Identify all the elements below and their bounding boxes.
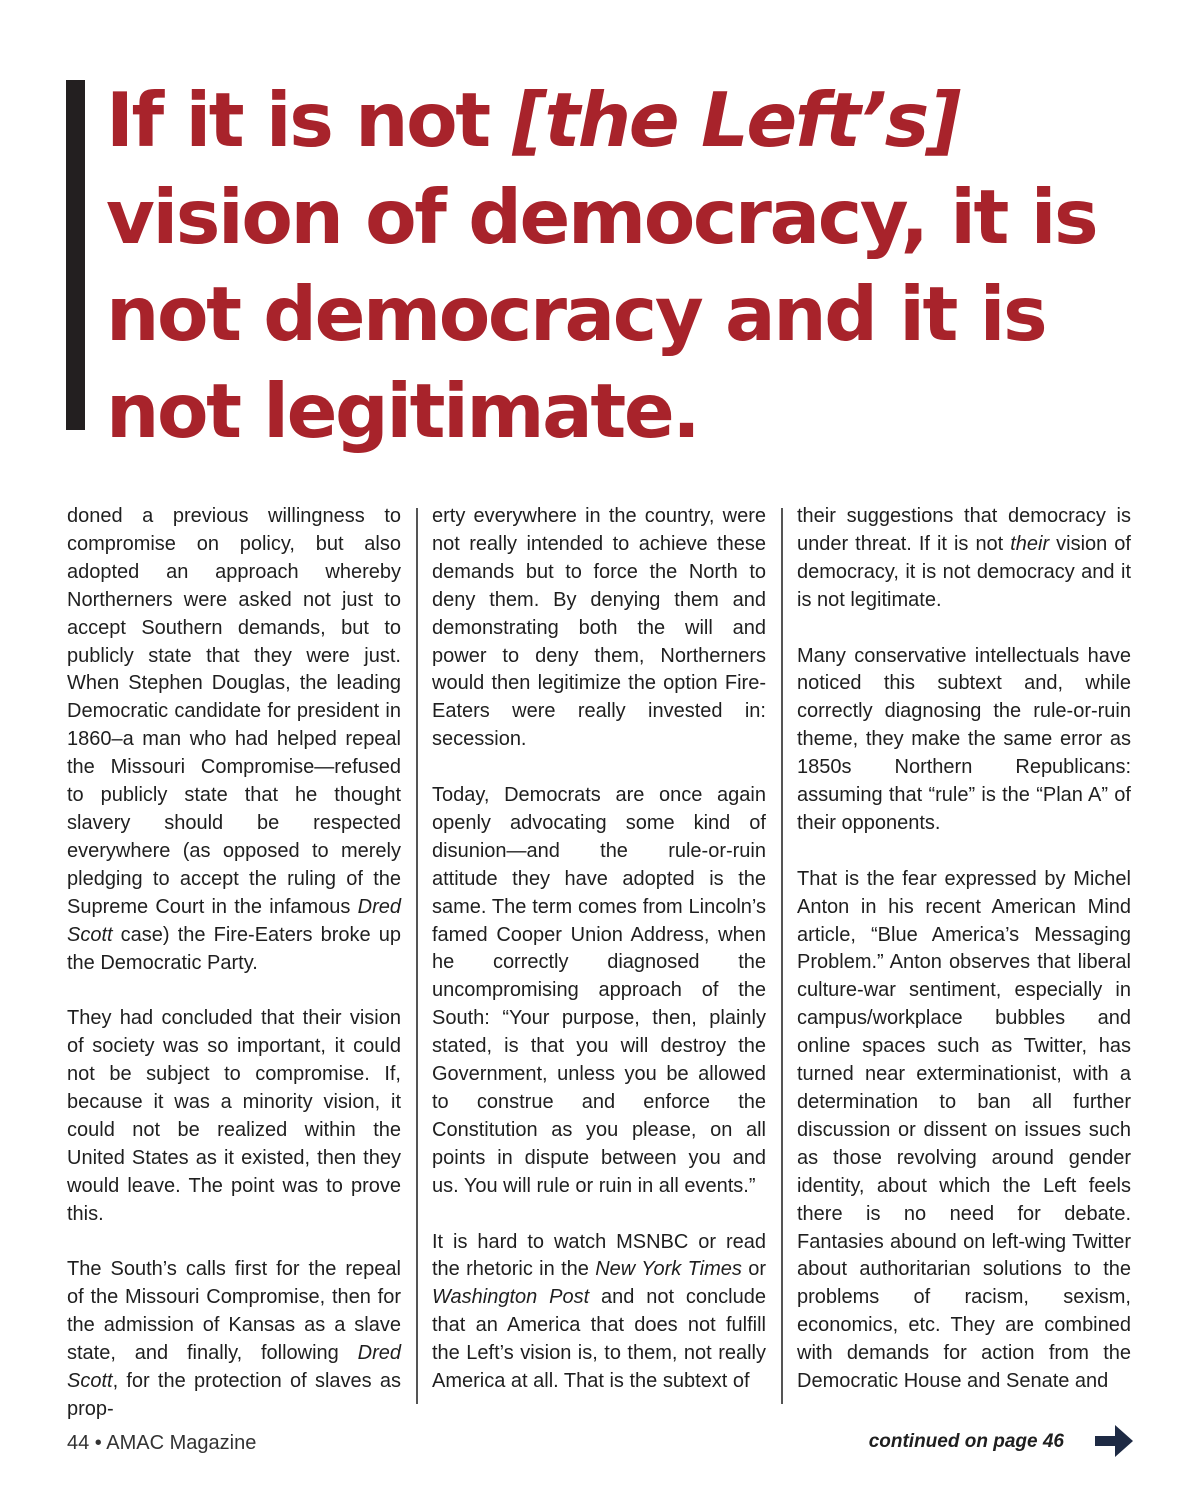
column-divider bbox=[781, 508, 783, 1404]
paragraph: Many conservative intellectuals have noticed this subtext and, while correctly diagnosing the rule-or-ruin theme, they make the same error as 1850s Northern Republicans: assuming that “rule” is the “Plan A” of their opponents. bbox=[797, 644, 1131, 834]
article-column-2 bbox=[432, 503, 766, 1403]
pull-quote-bar bbox=[66, 80, 85, 430]
pull-quote-line-2: vision of democracy, it is bbox=[106, 173, 1097, 261]
paragraph: It is hard to watch MSNBC or read the rhetoric in the New York Times or Washington Post and not conclude that an America that does not fulfill the Left’s vision is, to them, not really America at all. That is the subtext of bbox=[432, 1230, 766, 1393]
paragraph: That is the fear expressed by Michel Anton in his recent American Mind article, “Blue America’s Messaging Problem.” Anton observes that liberal culture-war sentiment, especially in campus/workplace bubbles and online spaces such as Twitter, has turned near exterminationist, with a determination to ban all further discussion or dissent on issues such as those revolving around gender identity, about which the Left feels there is no need for debate. Fantasies abound on left-wing Twitter about authoritarian solutions to the problems of racism, sexism, economics, etc. They are combined with demands for action from the Democratic House and Senate and bbox=[797, 867, 1131, 1393]
paragraph: They had concluded that their vision of society was so important, it could not be subject to compromise. If, because it was a minority vision, it could not be realized within the United States as it existed, then they would leave. The point was to prove this. bbox=[67, 1007, 401, 1225]
paragraph: Today, Democrats are once again openly advocating some kind of disunion—and the rule-or-ruin attitude they have adopted is the same. The term comes from Lincoln’s famed Cooper Union Address, when he correctly diagnosed the uncompromising approach of the South: “Your purpose, then, plainly stated, is that you will destroy the Government, unless you be allowed to construe and enforce the Constitution as you please, on all points in dispute between you and us. You will rule or ruin in all events.” bbox=[432, 784, 766, 1197]
pull-quote bbox=[106, 72, 1166, 460]
paragraph: doned a previous willingness to compromise on policy, but also adopted an approach whereby Northerners were asked not just to accept Southern demands, but to publicly state that they were just. When Stephen Douglas, the leading Democratic candidate for president in 1860–a man who had helped repeal the Missouri Compromise—refused to publicly state that he thought slavery should be respected everywhere (as opposed to merely pledging to accept the ruling of the Supreme Court in the infamous Dred Scott case) the Fire-Eaters broke up the Democratic Party. bbox=[67, 505, 401, 974]
pull-quote-line-1: If it is not [the Left’s] bbox=[106, 76, 959, 164]
paragraph: The South’s calls first for the repeal of the Missouri Compromise, then for the admission of Kansas as a slave state, and finally, following Dred Scott, for the protection of slaves as prop- bbox=[67, 1258, 401, 1420]
page-folio: 44 • AMAC Magazine bbox=[67, 1432, 257, 1454]
pull-quote-emphasis: [the Left’s] bbox=[512, 76, 959, 164]
column-divider bbox=[416, 508, 418, 1404]
paragraph: their suggestions that democracy is under threat. If it is not their vision of democracy, it is not democracy and it is not legitimate. bbox=[797, 505, 1131, 611]
paragraph: erty everywhere in the country, were not really intended to achieve these demands but to force the North to deny them. By denying them and demonstrating both the will and power to deny them, Northerners would then legitimize the option Fire-Eaters were really invested in: secession. bbox=[432, 505, 766, 751]
pull-quote-line-3: not democracy and it is bbox=[106, 270, 1046, 358]
article-column-1 bbox=[67, 503, 401, 1420]
arrow-right-icon[interactable] bbox=[1093, 1420, 1135, 1462]
pull-quote-line-4: not legitimate. bbox=[106, 367, 699, 455]
article-column-3 bbox=[797, 503, 1131, 1403]
continued-link[interactable]: continued on page 46 bbox=[868, 1431, 1064, 1452]
